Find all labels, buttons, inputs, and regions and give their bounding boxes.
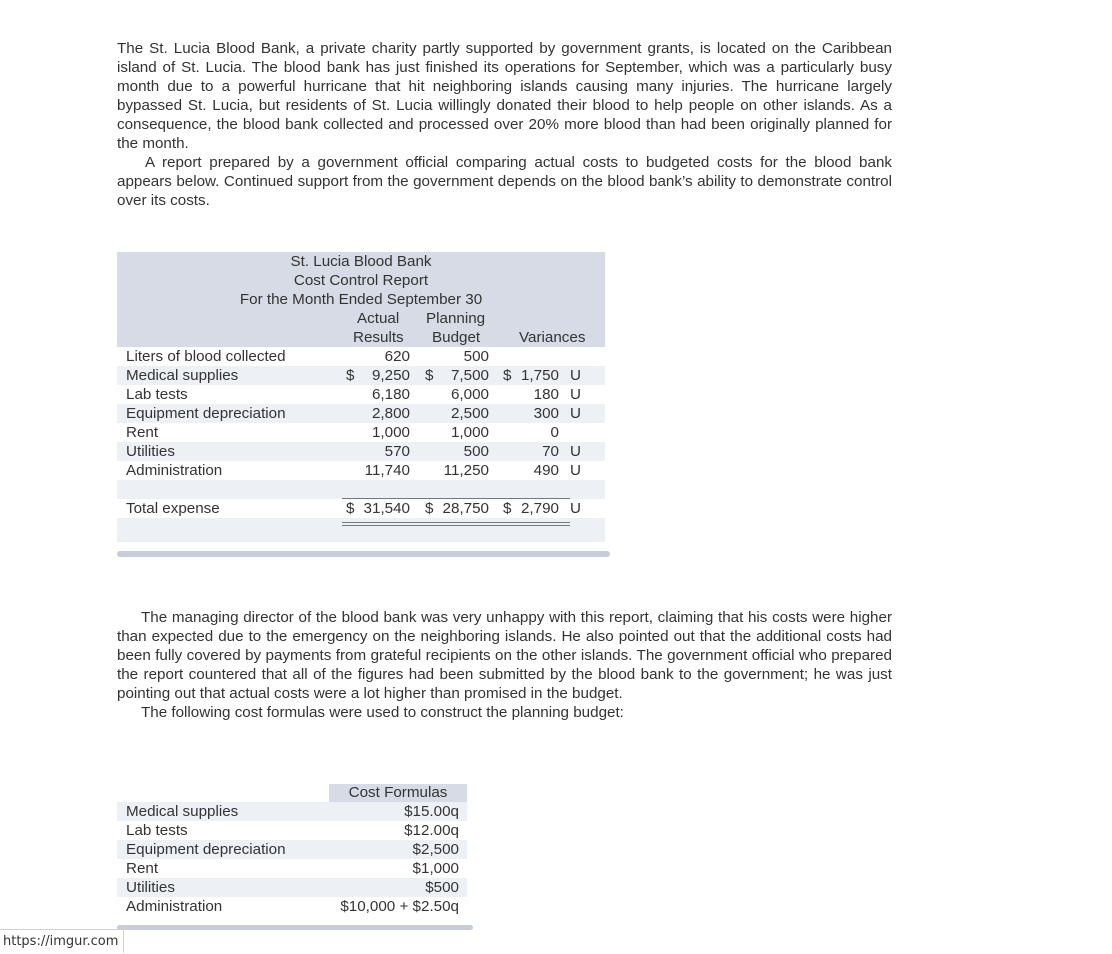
formulas-scrollbar (117, 925, 473, 930)
dollar-sign: $ (425, 367, 434, 384)
row-actual: 11,740 (364, 462, 410, 479)
formulas-header: Cost Formulas (329, 784, 467, 802)
table-row (117, 897, 467, 916)
followup-paragraph-2: The following cost formulas were used to construct the planning budget: (141, 704, 624, 721)
table-row (117, 840, 467, 859)
cost-control-report (117, 252, 605, 542)
table-row (117, 366, 605, 385)
dollar-sign: $ (346, 500, 355, 517)
col-header-variances: Variances (519, 329, 586, 346)
formula-label: Rent (126, 860, 159, 877)
row-variance: 70 (542, 443, 559, 460)
formula-label: Equipment depreciation (126, 841, 286, 858)
formula-value: $2,500 (412, 841, 459, 858)
subtotal-rule-row (117, 480, 605, 499)
total-actual: 31,540 (363, 500, 410, 517)
total-row (117, 499, 605, 518)
report-period: For the Month Ended September 30 (239, 291, 483, 308)
row-variance: 1,750 (520, 367, 559, 384)
report-subtitle: Cost Control Report (293, 272, 429, 289)
row-label: Medical supplies (126, 367, 239, 384)
followup-text (117, 608, 892, 722)
table-row (117, 802, 467, 821)
row-label: Rent (126, 424, 159, 441)
formula-value: $15.00q (404, 803, 459, 820)
row-variance: 490 (533, 462, 559, 479)
table-row (117, 385, 605, 404)
intro-paragraph-1: The St. Lucia Blood Bank, a private charity partly supported by government grants, is located on the Caribbean island of St. Lucia. The blood bank has just finished its operations for September, which was a particularly busy month due to a powerful hurricane that hit neighboring islands causing many injuries. The hurricane largely bypassed St. Lucia, but residents of St. Lucia willingly donated their blood to help people on other islands. As a consequence, the blood bank collected and processed over 20% more blood than had been originally planned for the month. (117, 40, 892, 152)
row-flag: U (570, 443, 581, 460)
double-rule-top (342, 522, 570, 523)
formula-label: Utilities (126, 879, 175, 896)
liters-label: Liters of blood collected (126, 348, 286, 365)
liters-actual: 620 (384, 348, 410, 365)
cost-formulas-table (117, 784, 467, 916)
double-rule-bottom (342, 525, 570, 526)
row-actual: 2,800 (371, 405, 410, 422)
liters-budget: 500 (463, 348, 489, 365)
row-budget: 11,250 (443, 462, 489, 479)
row-flag: U (570, 367, 581, 384)
formula-label: Administration (126, 898, 223, 915)
table-row (117, 859, 467, 878)
total-label: Total expense (126, 500, 220, 517)
formula-label: Medical supplies (126, 803, 239, 820)
row-actual: 1,000 (371, 424, 410, 441)
report-title: St. Lucia Blood Bank (290, 253, 432, 270)
table-row (117, 821, 467, 840)
row-budget: 500 (463, 443, 489, 460)
intro-text (117, 39, 892, 210)
row-variance: 180 (533, 386, 559, 403)
row-variance: 300 (533, 405, 559, 422)
report-scrollbar (117, 551, 610, 557)
formulas-header-row (117, 784, 467, 802)
row-actual: 9,250 (371, 367, 410, 384)
total-budget: 28,750 (442, 500, 489, 517)
row-label: Administration (126, 462, 223, 479)
col-header-actual-1: Actual (357, 310, 400, 327)
table-row (117, 878, 467, 897)
row-budget: 1,000 (450, 424, 489, 441)
row-budget: 2,500 (450, 405, 489, 422)
formula-value: $500 (425, 879, 459, 896)
report-header (117, 252, 605, 347)
col-header-budget-2: Budget (432, 329, 481, 346)
formula-value: $1,000 (412, 860, 459, 877)
row-variance: 0 (550, 424, 559, 441)
table-row (117, 461, 605, 480)
col-header-actual-2: Results (353, 329, 404, 346)
row-flag: U (570, 405, 581, 422)
table-row (117, 423, 605, 442)
liters-row (117, 347, 605, 366)
dollar-sign: $ (503, 367, 512, 384)
col-header-budget-1: Planning (426, 310, 486, 327)
row-label: Equipment depreciation (126, 405, 286, 422)
formula-label: Lab tests (126, 822, 188, 839)
row-flag: U (570, 386, 581, 403)
table-row (117, 404, 605, 423)
row-label: Lab tests (126, 386, 188, 403)
dollar-sign: $ (503, 500, 512, 517)
intro-paragraph-2: A report prepared by a government official comparing actual costs to budgeted costs for the blood bank appears below. Continued support from the government depends on the blood bank’s ability to demonstrate control over its costs. (117, 154, 892, 209)
formula-value: $10,000 + $2.50q (340, 898, 459, 915)
total-variance: 2,790 (520, 500, 559, 517)
formula-value: $12.00q (404, 822, 459, 839)
double-rule-row (117, 518, 605, 542)
row-flag: U (570, 462, 581, 479)
dollar-sign: $ (346, 367, 355, 384)
row-actual: 6,180 (371, 386, 410, 403)
row-budget: 7,500 (450, 367, 489, 384)
row-actual: 570 (384, 443, 410, 460)
row-budget: 6,000 (450, 386, 489, 403)
row-label: Utilities (126, 443, 175, 460)
table-row (117, 442, 605, 461)
source-url[interactable]: https://imgur.com (0, 929, 124, 953)
dollar-sign: $ (425, 500, 434, 517)
followup-paragraph-1: The managing director of the blood bank was very unhappy with this report, claiming that his costs were higher than expected due to the emergency on the neighboring islands. He also pointed out that the additional costs had been fully covered by payments from grateful recipients on the other islands. The government official who prepared the report countered that all of the figures had been submitted by the blood bank to the government; he was just pointing out that actual costs were a lot higher than promised in the budget. (117, 609, 892, 702)
total-flag: U (570, 500, 581, 517)
